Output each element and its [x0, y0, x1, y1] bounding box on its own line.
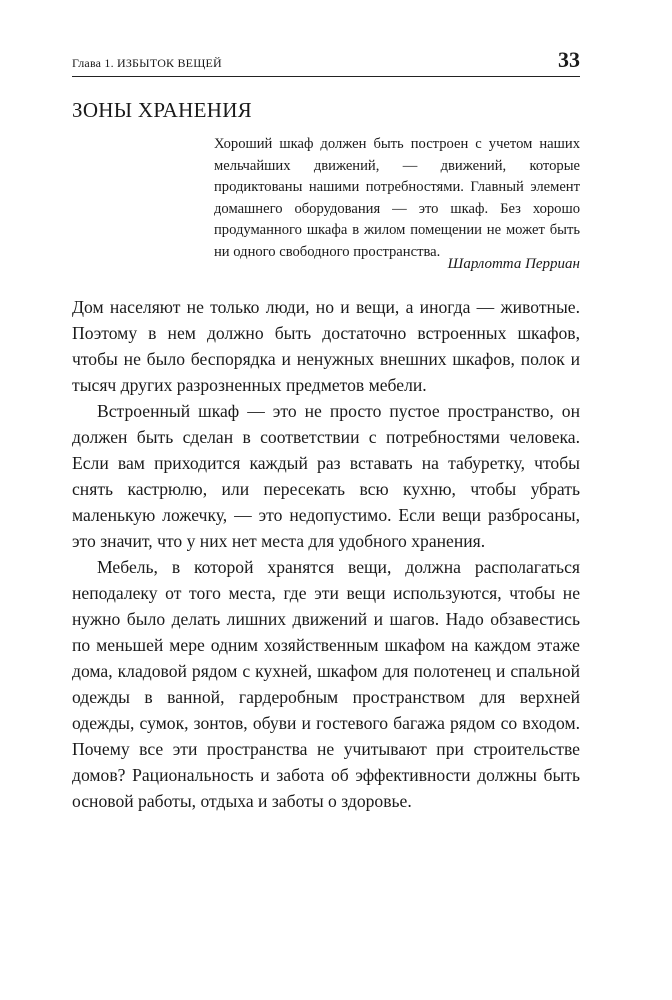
epigraph-text: Хороший шкаф должен быть построен с учетом наших мельчайших движений, — движений, которые продиктованы нашими потребностями. Главный элемент домашнего оборудования — это шкаф. Без хорошо продуманного шкафа в жилом помещении не может быть ни одного свободного пространства.: [214, 136, 580, 260]
body-text: [72, 294, 580, 814]
page-header: [72, 48, 580, 77]
epigraph-author: Шарлотта Перриан: [447, 256, 580, 272]
section-title: ЗОНЫ ХРАНЕНИЯ: [72, 98, 252, 122]
paragraph-3: Мебель, в которой хранятся вещи, должна располагаться неподалеку от того места, где эти вещи используются, чтобы не нужно было делать лишних движений и шагов. Надо обзавестись по меньшей мере одним хозяйственным шкафом на каждом этаже дома, кладовой рядом с кухней, шкафом для полотенец и спальной одежды в ванной, гардеробным пространством для верхней одежды, сумок, зонтов, обуви и гостевого багажа рядом со входом. Почему все эти пространства не учитывают при строительстве домов? Рациональность и забота об эффективности должны быть основой работы, отдыха и заботы о здоровье.: [72, 557, 580, 811]
paragraph-2: Встроенный шкаф — это не просто пустое пространство, он должен быть сделан в соответствии с потребностями человека. Если вам приходится каждый раз вставать на табуретку, чтобы снять кастрюлю, или пересекать всю кухню, чтобы убрать маленькую ложечку, — это недопустимо. Если вещи разбросаны, это значит, что у них нет места для удобного хранения.: [72, 401, 580, 551]
page-number: 33: [558, 47, 580, 72]
running-head: Глава 1. ИЗБЫТОК ВЕЩЕЙ: [72, 56, 222, 70]
paragraph-1: Дом населяют не только люди, но и вещи, а иногда — животные. Поэтому в нем должно быть достаточно встроенных шкафов, чтобы не было беспорядка и ненужных внешних шкафов, полок и тысяч других разрозненных предметов мебели.: [72, 297, 580, 395]
